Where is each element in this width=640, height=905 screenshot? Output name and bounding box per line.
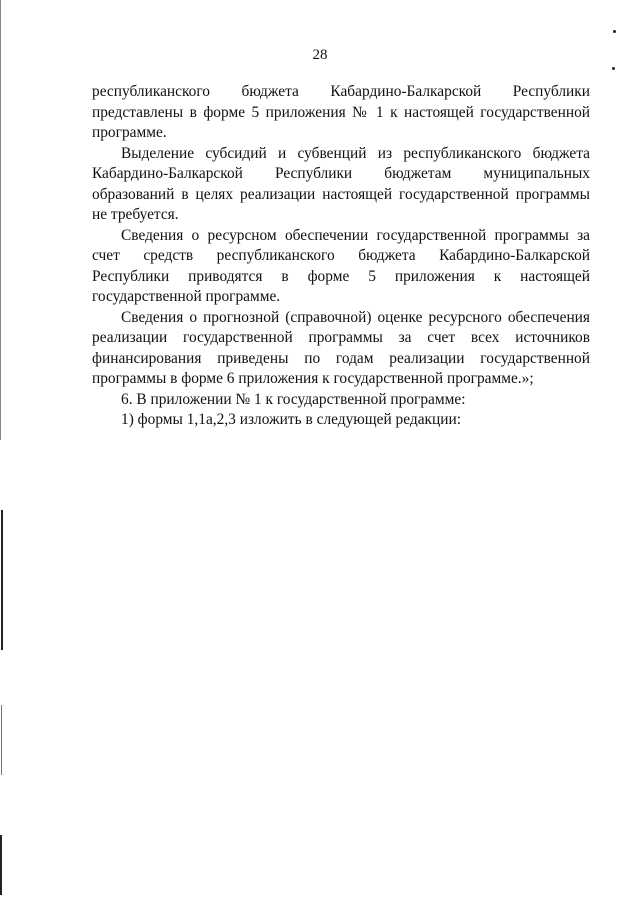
paragraph-budget-forms — [92, 82, 590, 144]
word: бюджета — [241, 83, 299, 100]
paragraph-forms-item: 1) формы 1,1а,2,3 изложить в следующей редакции: — [121, 411, 461, 428]
paragraph-first-line — [92, 82, 590, 103]
scan-edge-line — [1, 705, 2, 775]
paragraph-forecast-info: Сведения о прогнозной (справочной) оценке ресурсного обеспечения реализации государственной программы за счет всех источников финансирования приведены по годам реализации государственной программы в форме 6 приложения к государственной программе.»; — [92, 308, 590, 387]
paragraph-subsidies: Выделение субсидий и субвенций из республиканского бюджета Кабардино-Балкарской Республики бюджетам муниципальных образований в целях реализации настоящей государственной программы не требуется. — [92, 144, 590, 223]
word: Республики — [512, 83, 590, 100]
word: Кабардино-Балкарской — [330, 83, 482, 100]
paragraph-appendix-item: 6. В приложении № 1 к государственной программе: — [121, 390, 466, 408]
paragraph-resource-info: Сведения о ресурсном обеспечении государственной программы за счет средств республиканского бюджета Кабардино-Балкарской Республики приводятся в форме 5 приложения к настоящей государственной программе. — [92, 226, 590, 305]
page-number: 28 — [312, 47, 328, 63]
document-body — [92, 82, 590, 431]
scan-edge-line — [0, 835, 2, 895]
scan-dot — [612, 67, 615, 70]
paragraph-continuation: представлены в форме 5 приложения № 1 к настоящей государственной программе. — [92, 103, 590, 141]
scan-dot — [613, 30, 616, 33]
scan-edge-line — [0, 0, 1, 440]
scan-edge-line — [1, 510, 3, 650]
word: республиканского — [92, 83, 210, 100]
